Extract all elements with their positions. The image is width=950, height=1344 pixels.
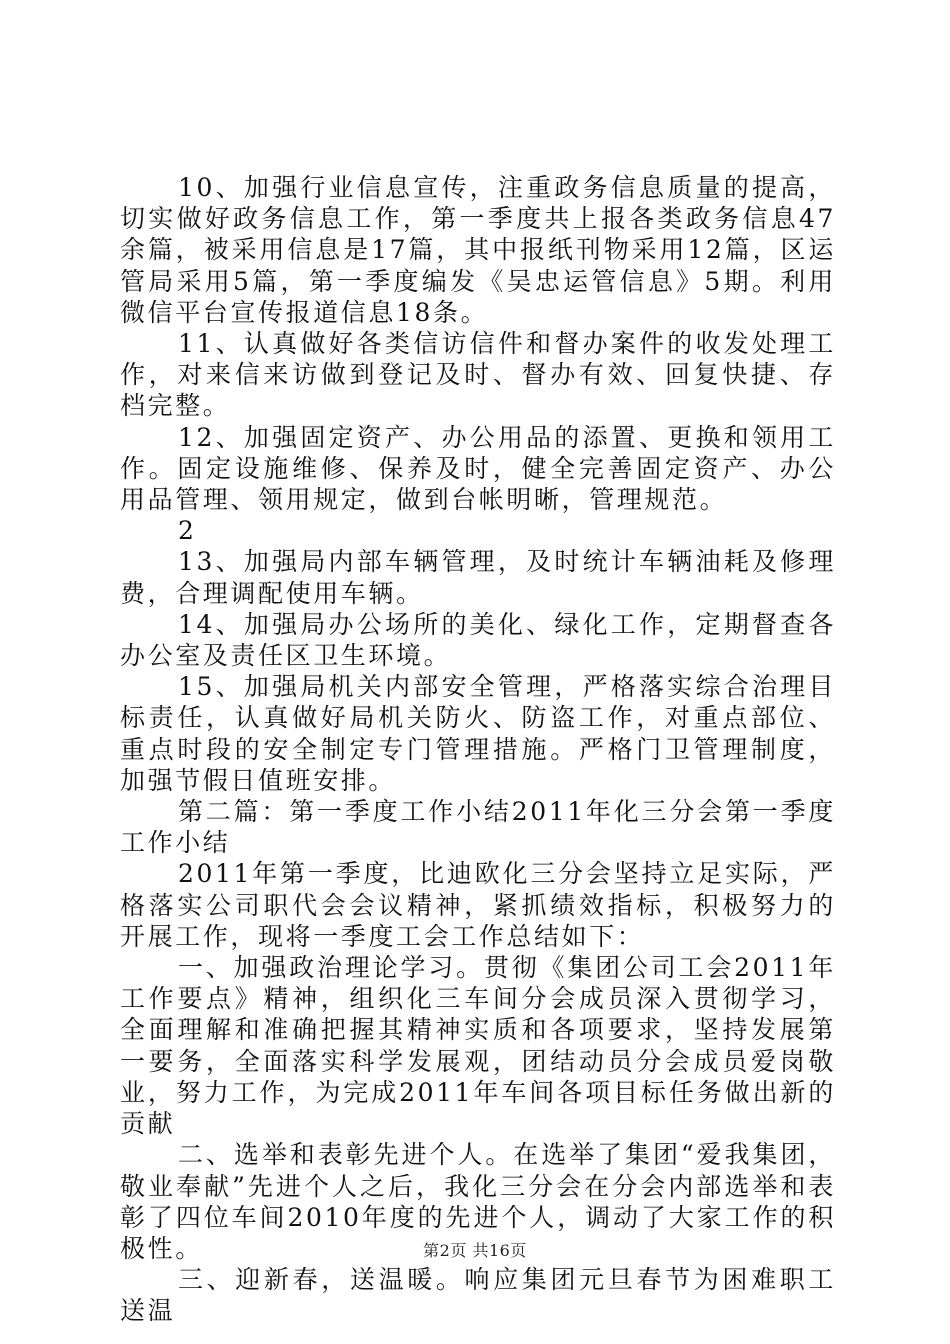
paragraph-item-12: 12、加强固定资产、办公用品的添置、更换和领用工作。固定设施维修、保养及时，健全完善固定资产、办公用品管理、领用规定，做到台帐明晰，管理规范。 [120, 422, 836, 515]
paragraph-item-13: 13、加强局内部车辆管理，及时统计车辆油耗及修理费，合理调配使用车辆。 [120, 547, 836, 608]
page-footer: 第2页 共16页 [423, 1241, 527, 1260]
paragraph-item-15: 15、加强局机关内部安全管理，严格落实综合治理目标责任，认真做好局机关防火、防盗工作，对重点部位、重点时段的安全制定专门管理措施。严格门卫管理制度，加强节假日值班安排。 [120, 672, 836, 795]
paragraph-point-3: 三、迎新春，送温暖。响应集团元旦春节为困难职工送温 [120, 1265, 836, 1326]
paragraph-point-2: 二、选举和表彰先进个人。在选举了集团“爱我集团，敬业奉献”先进个人之后，我化三分会在分会内部选举和表彰了四位车间2010年度的先进个人，调动了大家工作的积极性。 [120, 1140, 836, 1263]
paragraph-item-14: 14、加强局办公场所的美化、绿化工作，定期督查各办公室及责任区卫生环境。 [120, 609, 836, 671]
intro-paragraph: 2011年第一季度，比迪欧化三分会坚持立足实际，严格落实公司职代会会议精神，紧抓绩效指标，积极努力的开展工作，现将一季度工会工作总结如下： [120, 859, 836, 951]
paragraph-point-1: 一、加强政治理论学习。贯彻《集团公司工会2011年工作要点》精神，组织化三车间分会成员深入贯彻学习，全面理解和准确把握其精神实质和各项要求，坚持发展第一要务，全面落实科学发展观，团结动员分会成员爱岗敬业，努力工作，为完成2011年车间各项目标任务做出新的贡献 [120, 953, 836, 1139]
section-heading: 第二篇：第一季度工作小结2011年化三分会第一季度工作小结 [120, 797, 836, 858]
inline-page-number: 2 [178, 516, 194, 546]
document-body [120, 172, 836, 1327]
paragraph-item-11: 11、认真做好各类信访信件和督办案件的收发处理工作，对来信来访做到登记及时、督办有效、回复快捷、存档完整。 [120, 329, 836, 421]
paragraph-item-10: 10、加强行业信息宣传，注重政务信息质量的提高，切实做好政务信息工作，第一季度共上报各类政务信息47余篇，被采用信息是17篇，其中报纸刊物采用12篇，区运管局采用5篇，第一季度编发《吴忠运管信息》5期。利用微信平台宣传报道信息18条。 [120, 173, 836, 327]
